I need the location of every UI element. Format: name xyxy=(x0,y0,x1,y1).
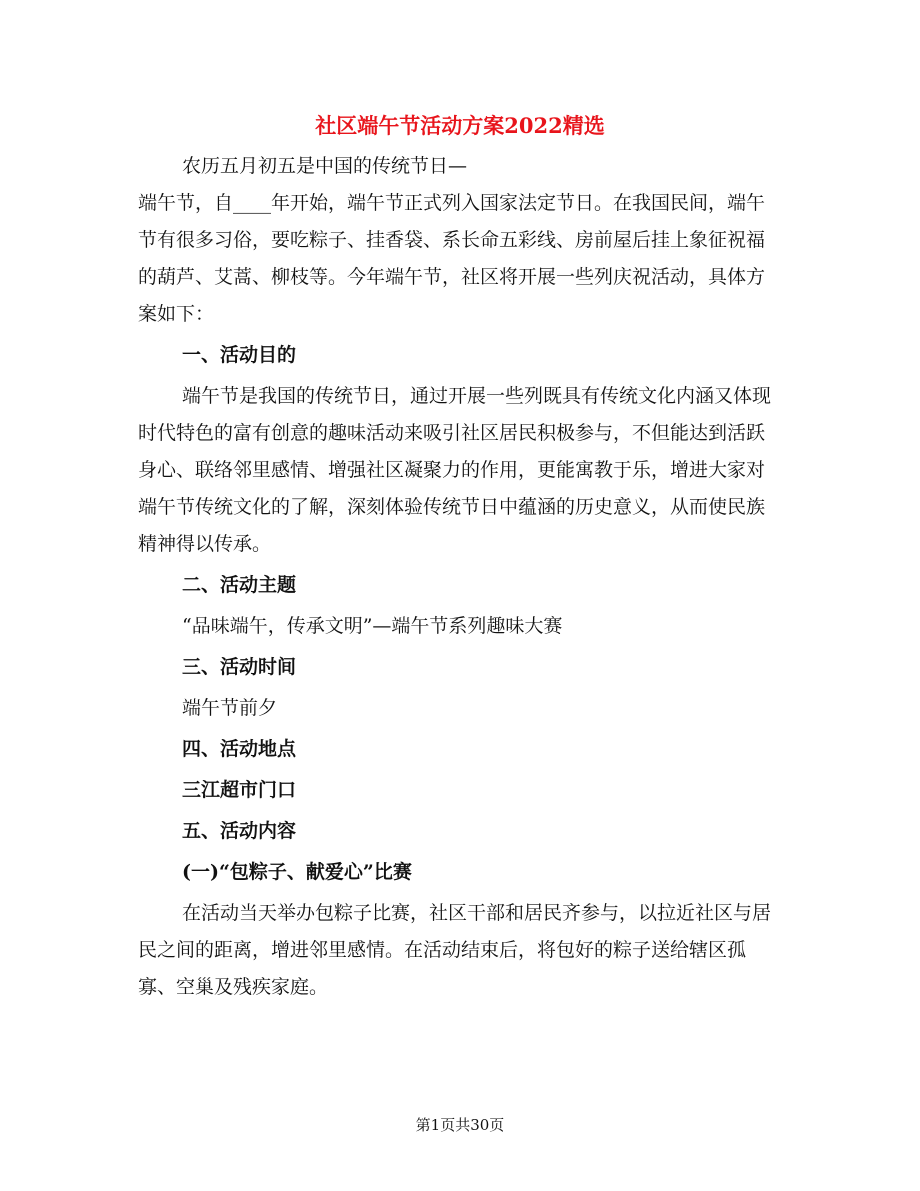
section-text-time: 端午节前夕 xyxy=(182,697,278,719)
section-heading-content: 五、活动内容 xyxy=(182,820,297,842)
section-heading-time: 三、活动时间 xyxy=(182,656,297,678)
section-text-theme: “品味端午，传承文明”—端午节系列趣味大赛 xyxy=(182,615,563,637)
section-text-purpose: 端午节是我国的传统节日，通过开展一些列既具有传统文化内涵又体现时代特色的富有创意的趣味活动来吸引社区居民积极参与，不但能达到活跃身心、联络邻里感情、增强社区凝聚力的作用，更能寓教于乐，增进大家对端午节传统文化的了解，深刻体验传统节日中蕴涵的历史意义，从而使民族精神得以传承。 xyxy=(138,385,772,555)
document-title: 社区端午节活动方案2022精选 xyxy=(315,113,605,138)
section-text-location: 三江超市门口 xyxy=(182,779,297,801)
section-heading-location: 四、活动地点 xyxy=(182,738,297,760)
section-heading-theme: 二、活动主题 xyxy=(182,574,297,596)
subsection-heading-zongzi: (一)“包粽子、献爱心”比赛 xyxy=(182,861,412,883)
subsection-text-zongzi: 在活动当天举办包粽子比赛，社区干部和居民齐参与，以拉近社区与居民之间的距离，增进邻里感情。在活动结束后，将包好的粽子送给辖区孤寡、空巢及残疾家庭。 xyxy=(138,902,772,998)
intro-line-1: 农历五月初五是中国的传统节日— xyxy=(182,155,468,177)
document-body xyxy=(138,148,783,1006)
page-number-footer: 第1页共30页 xyxy=(415,1116,505,1134)
section-heading-purpose: 一、活动目的 xyxy=(182,344,297,366)
intro-paragraph: 端午节，自____年开始，端午节正式列入国家法定节日。在我国民间，端午节有很多习俗，要吃粽子、挂香袋、系长命五彩线、房前屋后挂上象征祝福的葫芦、艾蒿、柳枝等。今年端午节，社区将开展一些列庆祝活动，具体方案如下： xyxy=(138,192,766,325)
